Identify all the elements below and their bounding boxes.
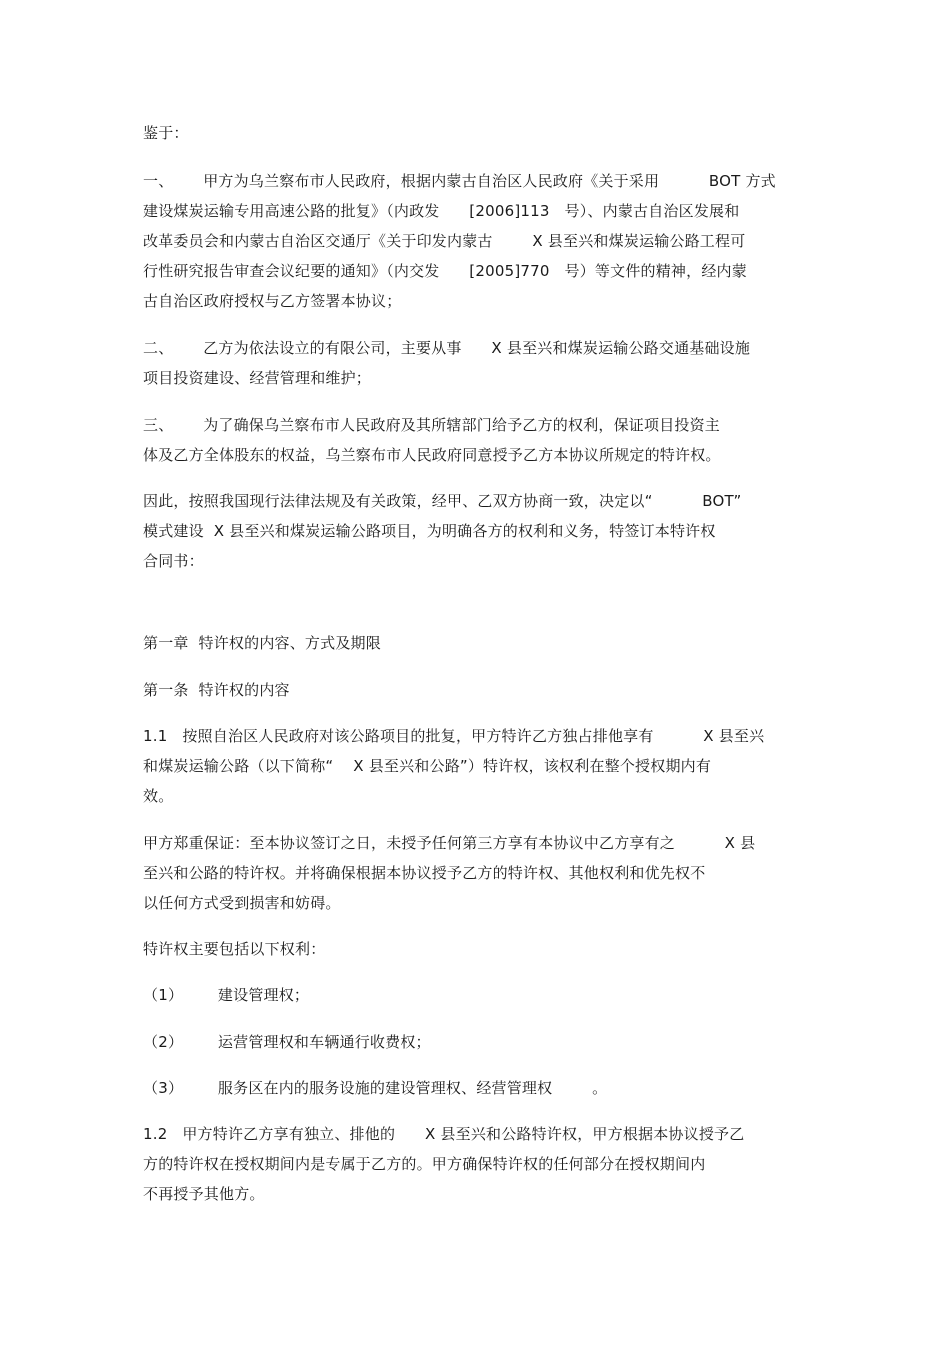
- text-line: 体及乙方全体股东的权益，乌兰察布市人民政府同意授予乙方本协议所规定的特许权。: [143, 446, 721, 464]
- text-line: 模式建设 X 县至兴和煤炭运输公路项目，为明确各方的权利和义务，特签订本特许权: [143, 522, 716, 540]
- text-line: 三、 为了确保乌兰察布市人民政府及其所辖部门给予乙方的权利，保证项目投资主: [143, 416, 721, 434]
- text-line: 鉴于：: [143, 124, 189, 142]
- text-line: 1.2 甲方特许乙方享有独立、排他的 X 县至兴和公路特许权，甲方根据本协议授予乙: [143, 1125, 745, 1143]
- text-line: 因此，按照我国现行法律法规及有关政策，经甲、乙双方协商一致，决定以“ BOT”: [143, 492, 742, 510]
- text-line: 甲方郑重保证：至本协议签订之日，未授予任何第三方享有本协议中乙方享有之 X 县: [143, 834, 756, 852]
- text-line: 特许权主要包括以下权利：: [143, 940, 326, 958]
- text-line: 方的特许权在授权期间内是专属于乙方的。甲方确保特许权的任何部分在授权期间内: [143, 1155, 706, 1173]
- text-line: 建设煤炭运输专用高速公路的批复》（内政发 [2006]113 号）、内蒙古自治区发展和: [143, 202, 740, 220]
- list-item: （1） 建设管理权；: [143, 986, 310, 1004]
- text-line: 二、 乙方为依法设立的有限公司，主要从事 X 县至兴和煤炭运输公路交通基础设施: [143, 339, 751, 357]
- text-line: 项目投资建设、经营管理和维护；: [143, 369, 372, 387]
- text-line: 行性研究报告审查会议纪要的通知》（内交发 [2005]770 号）等文件的精神，经内蒙: [143, 262, 747, 280]
- article-heading: 第一条 特许权的内容: [143, 681, 290, 699]
- text-line: 效。: [143, 787, 174, 805]
- text-line: 和煤炭运输公路（以下简称“ X 县至兴和公路”）特许权，该权利在整个授权期内有: [143, 757, 712, 775]
- text-line: 合同书：: [143, 552, 204, 570]
- text-line: 不再授予其他方。: [143, 1185, 265, 1203]
- text-line: 1.1 按照自治区人民政府对该公路项目的批复，甲方特许乙方独占排他享有 X 县至兴: [143, 727, 765, 745]
- chapter-heading: 第一章 特许权的内容、方式及期限: [143, 634, 381, 652]
- text-line: 改革委员会和内蒙古自治区交通厅《关于印发内蒙古 X 县至兴和煤炭运输公路工程可: [143, 232, 746, 250]
- list-item: （3） 服务区在内的服务设施的建设管理权、经营管理权 。: [143, 1079, 608, 1097]
- text-line: 以任何方式受到损害和妨碍。: [143, 894, 341, 912]
- text-line: 一、 甲方为乌兰察布市人民政府，根据内蒙古自治区人民政府《关于采用 BOT 方式: [143, 172, 776, 190]
- text-line: 古自治区政府授权与乙方签署本协议；: [143, 292, 402, 310]
- list-item: （2） 运营管理权和车辆通行收费权；: [143, 1033, 431, 1051]
- text-line: 至兴和公路的特许权。并将确保根据本协议授予乙方的特许权、其他权利和优先权不: [143, 864, 706, 882]
